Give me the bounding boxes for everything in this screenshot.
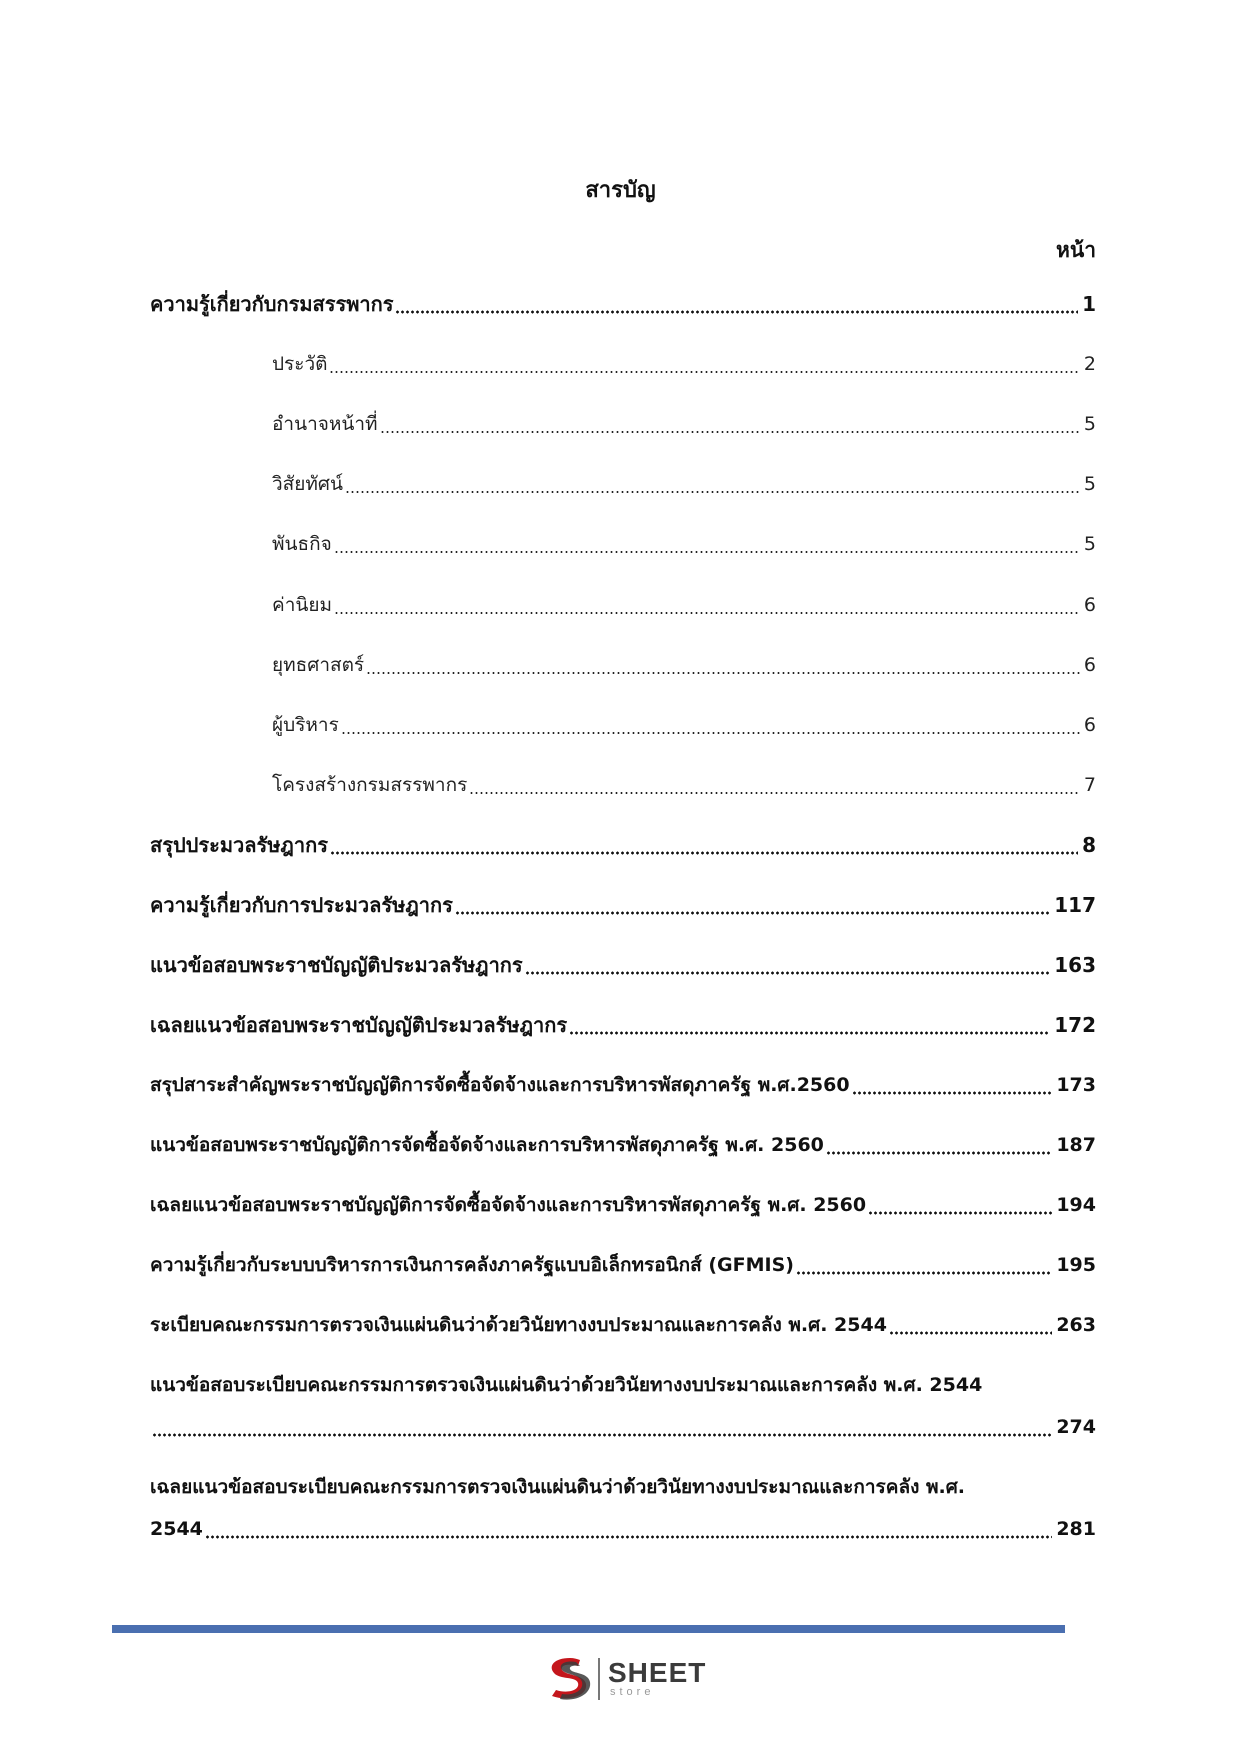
toc-entry-label: วิสัยทัศน์ [272, 473, 343, 495]
toc-entry-page: 5 [1083, 473, 1096, 495]
page-title: สารบัญ [585, 178, 656, 203]
toc-entry[interactable] [150, 831, 1096, 859]
toc-entry-label: โครงสร้างกรมสรรพากร [272, 774, 468, 796]
toc-entry-page: 281 [1056, 1518, 1096, 1540]
toc-entry[interactable] [150, 1131, 1096, 1159]
toc-entry[interactable] [150, 1413, 1096, 1441]
toc-entry-page: 172 [1054, 1013, 1096, 1037]
toc-entry-page: 195 [1056, 1254, 1096, 1276]
dot-leader [152, 1417, 1052, 1437]
toc-entry-page: 263 [1056, 1314, 1096, 1336]
toc-subentry[interactable] [272, 530, 1096, 558]
page-column-header: หน้า [1056, 238, 1096, 262]
dot-leader [395, 294, 1078, 314]
toc-entry-page: 187 [1056, 1134, 1096, 1156]
toc-entry-page: 6 [1083, 594, 1096, 616]
logo-divider [598, 1658, 600, 1700]
toc-entry-page: 6 [1083, 654, 1096, 676]
toc-entry-page: 6 [1083, 714, 1096, 736]
toc-entry-page: 274 [1056, 1416, 1096, 1438]
dot-leader [469, 775, 1080, 795]
toc-entry[interactable] [150, 290, 1096, 318]
toc-entry-label: ประวัติ [272, 353, 328, 375]
toc-entry-label: ยุทธศาสตร์ [272, 654, 365, 676]
toc-entry-page: 1 [1082, 292, 1096, 316]
toc-entry[interactable] [150, 1251, 1096, 1279]
toc-entry[interactable] [150, 1515, 1096, 1543]
dot-leader [366, 655, 1080, 675]
logo-subtext: store [610, 1686, 655, 1698]
toc-entry[interactable] [150, 1191, 1096, 1219]
toc-subentry[interactable] [272, 711, 1096, 739]
toc-entry[interactable] [150, 951, 1096, 979]
dot-leader [889, 1315, 1052, 1335]
dot-leader [334, 595, 1080, 615]
toc-entry-label: ระเบียบคณะกรรมการตรวจเงินแผ่นดินว่าด้วยวินัยทางงบประมาณและการคลัง พ.ศ. 2544 [150, 1314, 887, 1336]
toc-subentry[interactable] [272, 651, 1096, 679]
toc-subentry[interactable] [272, 470, 1096, 498]
dot-leader [380, 414, 1080, 434]
toc-subentry[interactable] [272, 771, 1096, 799]
toc-entry-label: ความรู้เกี่ยวกับระบบบริหารการเงินการคลังภาครัฐแบบอิเล็กทรอนิกส์ (GFMIS) [150, 1254, 794, 1276]
dot-leader [345, 474, 1080, 494]
dot-leader [330, 835, 1078, 855]
dot-leader [334, 534, 1080, 554]
dot-leader [525, 955, 1051, 975]
toc-entry-label: ความรู้เกี่ยวกับการประมวลรัษฎากร [150, 893, 453, 917]
dot-leader [455, 895, 1050, 915]
toc-entry-label: เฉลยแนวข้อสอบพระราชบัญญัติการจัดซื้อจัดจ้างและการบริหารพัสดุภาครัฐ พ.ศ. 2560 [150, 1194, 867, 1216]
toc-entry-label-line1: แนวข้อสอบระเบียบคณะกรรมการตรวจเงินแผ่นดินว่าด้วยวินัยทางงบประมาณและการคลัง พ.ศ. 2544 [150, 1374, 983, 1396]
toc-entry-page: 2 [1083, 353, 1096, 375]
toc-entry-label: ความรู้เกี่ยวกับกรมสรรพากร [150, 292, 394, 316]
toc-entry-label: แนวข้อสอบพระราชบัญญัติประมวลรัษฎากร [150, 953, 523, 977]
toc-entry-label: ผู้บริหาร [272, 714, 339, 736]
toc-entry-label: แนวข้อสอบพระราชบัญญัติการจัดซื้อจัดจ้างและการบริหารพัสดุภาครัฐ พ.ศ. 2560 [150, 1134, 824, 1156]
toc-entry-page: 7 [1083, 774, 1096, 796]
toc-subentry[interactable] [272, 350, 1096, 378]
toc-entry-label: อำนาจหน้าที่ [272, 413, 378, 435]
dot-leader [569, 1015, 1050, 1035]
dot-leader [329, 354, 1079, 374]
footer-divider-bar [112, 1625, 1065, 1633]
toc-entry-label: พันธกิจ [272, 533, 332, 555]
dot-leader [341, 715, 1080, 735]
toc-entry-label: สรุปสาระสำคัญพระราชบัญญัติการจัดซื้อจัดจ้างและการบริหารพัสดุภาครัฐ พ.ศ.2560 [150, 1074, 850, 1096]
toc-subentry[interactable] [272, 410, 1096, 438]
toc-entry-page: 117 [1054, 893, 1096, 917]
toc-entry[interactable] [150, 1311, 1096, 1339]
dot-leader [868, 1195, 1052, 1215]
toc-entry-label: สรุปประมวลรัษฎากร [150, 833, 328, 857]
toc-subentry[interactable] [272, 591, 1096, 619]
toc-entry-page: 194 [1056, 1194, 1096, 1216]
toc-entry-label: ค่านิยม [272, 594, 333, 616]
toc-entry[interactable] [150, 1011, 1096, 1039]
toc-entry-page: 163 [1054, 953, 1096, 977]
dot-leader [205, 1519, 1052, 1539]
toc-entry-page: 5 [1083, 413, 1096, 435]
dot-leader [852, 1075, 1053, 1095]
toc-entry[interactable] [150, 891, 1096, 919]
dot-leader [826, 1135, 1052, 1155]
toc-entry-label-line1: เฉลยแนวข้อสอบระเบียบคณะกรรมการตรวจเงินแผ่นดินว่าด้วยวินัยทางงบประมาณและการคลัง พ.ศ. [150, 1476, 966, 1498]
logo-text: SHEET [608, 1657, 707, 1688]
toc-entry-page: 173 [1056, 1074, 1096, 1096]
toc-entry-page: 8 [1082, 833, 1096, 857]
dot-leader [796, 1255, 1052, 1275]
toc-entry[interactable] [150, 1071, 1096, 1099]
toc-entry-label: เฉลยแนวข้อสอบพระราชบัญญัติประมวลรัษฎากร [150, 1013, 568, 1037]
toc-entry-page: 5 [1083, 533, 1096, 555]
toc-entry-label: 2544 [150, 1518, 203, 1540]
